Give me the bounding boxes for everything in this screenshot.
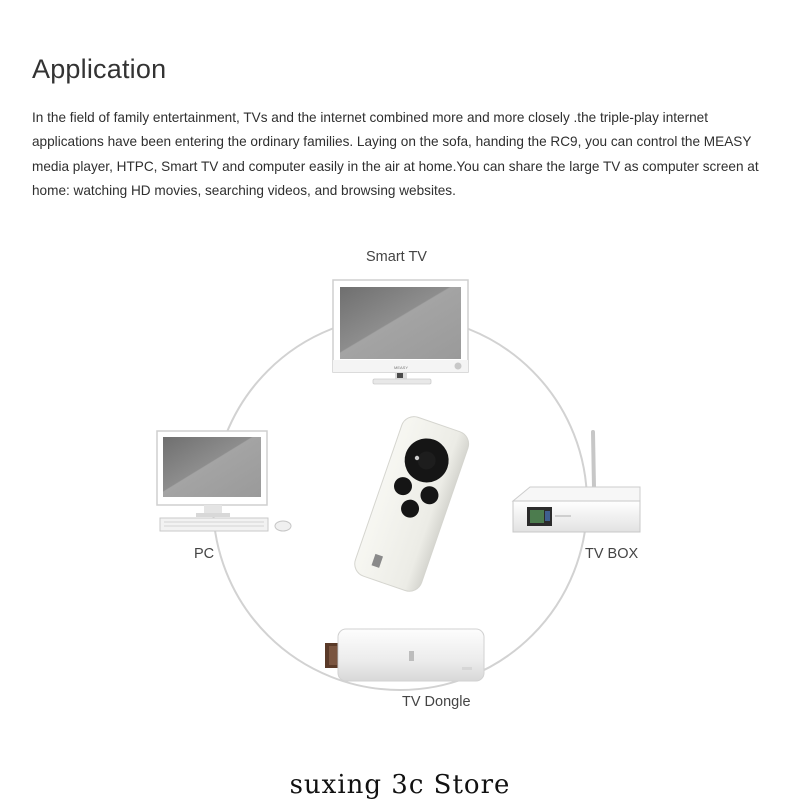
pc-label: PC [194,546,215,562]
tv-box-label: TV BOX [585,546,639,562]
pc-icon [157,431,291,531]
tv-dongle-icon [325,629,484,681]
smart-tv-brand-mark: MEASY [393,365,409,370]
page-title: Application [32,54,167,84]
store-name: suxing 3c Store [289,770,511,800]
intro-paragraph: In the field of family entertainment, TVs and the internet combined more and more closely .the triple-play internet applications have been entering the ordinary families. Laying on the sofa, handing the RC9, you can control the MEASY media player, HTPC, Smart TV and computer easily in the air at home.You can share the large TV as computer screen at home: watching HD movies, searching videos, and browsing websites. [32,110,759,198]
remote-control-icon [351,413,472,595]
smart-tv-label: Smart TV [366,249,427,265]
tv-box-icon [513,432,640,532]
tv-dongle-label: TV Dongle [402,694,471,710]
smart-tv-icon [333,280,468,384]
